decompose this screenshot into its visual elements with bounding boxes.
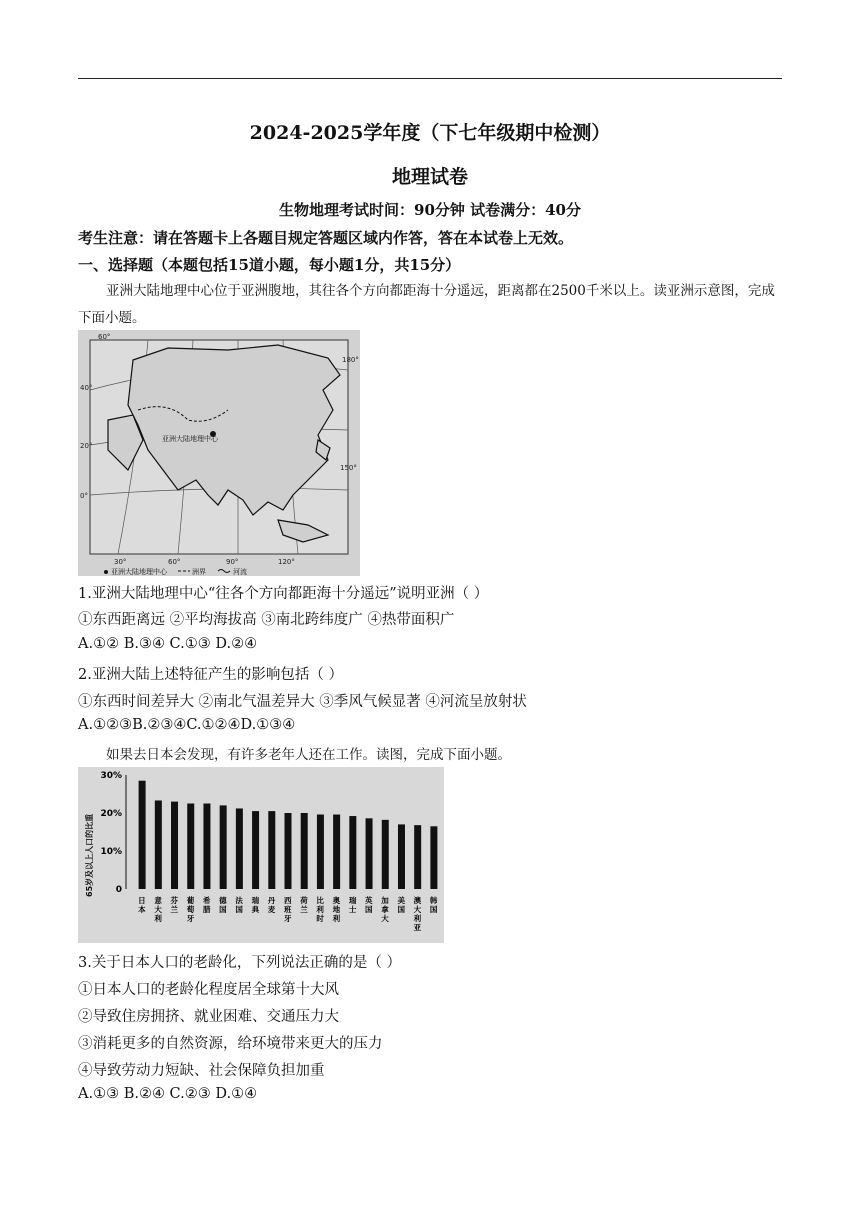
- chart-bar: [398, 824, 405, 889]
- x-tick-label: 希腊: [202, 896, 211, 914]
- chart-bar: [414, 825, 421, 889]
- chart-bar: [366, 818, 373, 889]
- y-tick-label: 20%: [100, 809, 122, 819]
- section-title: 一、选择题（本题包括15道小题，每小题1分，共15分）: [78, 256, 461, 274]
- map-lat-label: 60°: [98, 333, 111, 341]
- top-rule: [78, 78, 782, 79]
- q3-option-1: ①日本人口的老龄化程度居全球第十大风: [78, 982, 339, 998]
- x-tick-label: 澳大利亚: [413, 896, 422, 932]
- chart-bar: [317, 815, 324, 889]
- chart-bar: [171, 802, 178, 889]
- x-tick-label: 荷兰: [300, 896, 308, 914]
- q2-stem: 2.亚洲大陆上述特征产生的影响包括（ ）: [78, 667, 343, 683]
- q2-options: ①东西时间差异大 ②南北气温差异大 ③季风气候显著 ④河流呈放射状: [78, 694, 527, 710]
- chart-bar: [155, 800, 162, 889]
- x-tick-label: 葡萄牙: [186, 896, 195, 923]
- exam-title: 2024-2025学年度（下七年级期中检测）: [249, 122, 611, 144]
- asia-map: [78, 330, 360, 576]
- x-tick-label: 瑞典: [251, 896, 260, 914]
- x-tick-label: 美国: [397, 896, 405, 914]
- x-tick-label: 法国: [235, 896, 243, 914]
- exam-info: 生物地理考试时间：90分钟 试卷满分：40分: [279, 201, 581, 219]
- x-tick-label: 奥地利: [332, 896, 341, 923]
- x-tick-label: 比利时: [316, 896, 324, 923]
- q3-option-3: ③消耗更多的自然资源，给环境带来更大的压力: [78, 1036, 383, 1052]
- q3-answers: A.①③ B.②④ C.②③ D.①④: [78, 1086, 258, 1102]
- x-tick-label: 日本: [138, 896, 146, 914]
- exam-subtitle: 地理试卷: [391, 166, 468, 188]
- q3-stem: 3.关于日本人口的老龄化，下列说法正确的是（ ）: [78, 955, 401, 971]
- map-lon-label: 60°: [168, 558, 181, 566]
- legend-boundary: 洲界: [192, 568, 206, 576]
- chart-bar: [187, 804, 194, 890]
- intro-paragraph: 亚洲大陆地理中心位于亚洲腹地，其往各个方向都距海十分遥远，距离都在2500千米以上。读亚洲示意图，完成下面小题。: [78, 283, 775, 326]
- chart-bar: [252, 811, 259, 889]
- map-lat-label: 20°: [80, 442, 93, 450]
- x-tick-label: 西班牙: [284, 896, 292, 923]
- chart-bar: [382, 820, 389, 889]
- map-lon-label: 90°: [226, 558, 239, 566]
- y-tick-label: 30%: [100, 771, 122, 781]
- intro2-paragraph: 如果去日本会发现，有许多老年人还在工作。读图，完成下面小题。: [106, 747, 511, 763]
- x-tick-label: 瑞士: [348, 896, 357, 914]
- chart-bar: [430, 826, 437, 889]
- aging-chart: [78, 767, 444, 943]
- q2-answers: A.①②③B.②③④C.①②④D.①③④: [78, 717, 296, 733]
- chart-bar: [285, 813, 292, 889]
- x-tick-label: 韩国: [429, 896, 438, 914]
- x-tick-label: 加拿大: [381, 896, 389, 923]
- q1-stem: 1.亚洲大陆地理中心“往各个方向都距海十分遥远”说明亚洲（ ）: [78, 586, 489, 602]
- legend-river: 河流: [233, 568, 247, 576]
- chart-bar: [220, 805, 227, 889]
- y-tick-label: 0: [115, 885, 122, 895]
- chart-bar: [268, 811, 275, 889]
- chart-bar: [236, 808, 243, 889]
- x-tick-label: 英国: [365, 896, 373, 914]
- map-lon-label: 180°: [342, 356, 359, 364]
- q3-option-4: ④导致劳动力短缺、社会保障负担加重: [78, 1063, 325, 1079]
- map-lon-label: 150°: [340, 464, 357, 472]
- chart-bar: [349, 816, 356, 889]
- chart-bar: [139, 781, 146, 889]
- map-lon-label: 120°: [278, 558, 295, 566]
- map-lat-label: 40°: [80, 384, 93, 392]
- x-tick-label: 丹麦: [267, 896, 276, 914]
- x-tick-label: 意大利: [154, 896, 162, 923]
- q1-answers: A.①② B.③④ C.①③ D.②④: [78, 636, 258, 652]
- chart-bar: [333, 815, 340, 889]
- notice: 考生注意：请在答题卡上各题目规定答题区域内作答，答在本试卷上无效。: [78, 229, 574, 247]
- q1-options: ①东西距离远 ②平均海拔高 ③南北跨纬度广 ④热带面积广: [78, 612, 455, 628]
- q3-option-2: ②导致住房拥挤、就业困难、交通压力大: [78, 1009, 339, 1025]
- map-lon-label: 30°: [114, 558, 127, 566]
- legend-center: 亚洲大陆地理中心: [111, 568, 167, 576]
- chart-bar: [301, 813, 308, 889]
- chart-bar: [203, 804, 210, 890]
- chart-ylabel: 65岁及以上人口的比重: [85, 813, 94, 897]
- y-tick-label: 10%: [100, 847, 122, 857]
- x-tick-label: 芬兰: [170, 896, 179, 914]
- x-tick-label: 德国: [219, 896, 227, 914]
- map-center-label: 亚洲大陆地理中心: [162, 435, 218, 443]
- map-lat-label: 0°: [80, 492, 88, 500]
